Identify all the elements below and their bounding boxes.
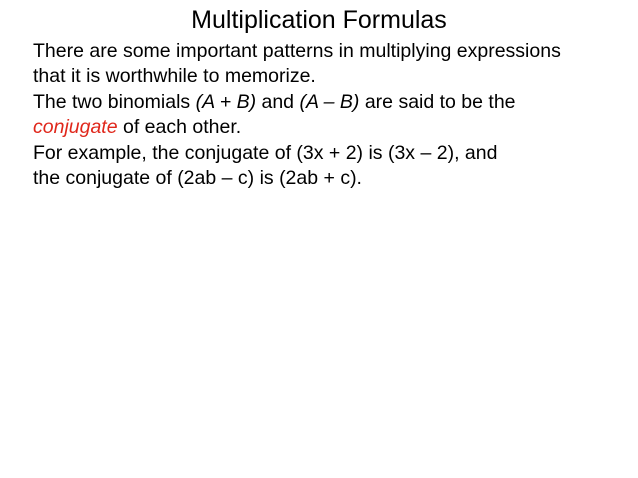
binomial-a-minus-b: (A – B) xyxy=(299,91,360,113)
intro-line-2: that it is worthwhile to memorize. xyxy=(33,65,316,87)
example-line-2: the conjugate of (2ab – c) is (2ab + c). xyxy=(33,167,362,189)
definition-text-3: of each other. xyxy=(117,116,242,138)
definition-text-1: The two binomials xyxy=(33,91,196,113)
conjugate-definition-paragraph xyxy=(33,90,516,140)
slide-title: Multiplication Formulas xyxy=(191,6,447,34)
definition-line-1 xyxy=(33,90,516,115)
intro-line-1: There are some important patterns in multiplying expressions xyxy=(33,40,561,62)
binomial-a-plus-b: (A + B) xyxy=(195,91,257,113)
example-paragraph xyxy=(33,141,497,191)
definition-line-2 xyxy=(33,115,516,140)
intro-paragraph xyxy=(33,39,561,89)
conjugate-term: conjugate xyxy=(33,116,118,138)
example-line-1: For example, the conjugate of (3x + 2) is (3x – 2), and xyxy=(33,142,498,164)
definition-text-and: and xyxy=(256,91,300,113)
definition-text-2: are said to be the xyxy=(359,91,516,113)
